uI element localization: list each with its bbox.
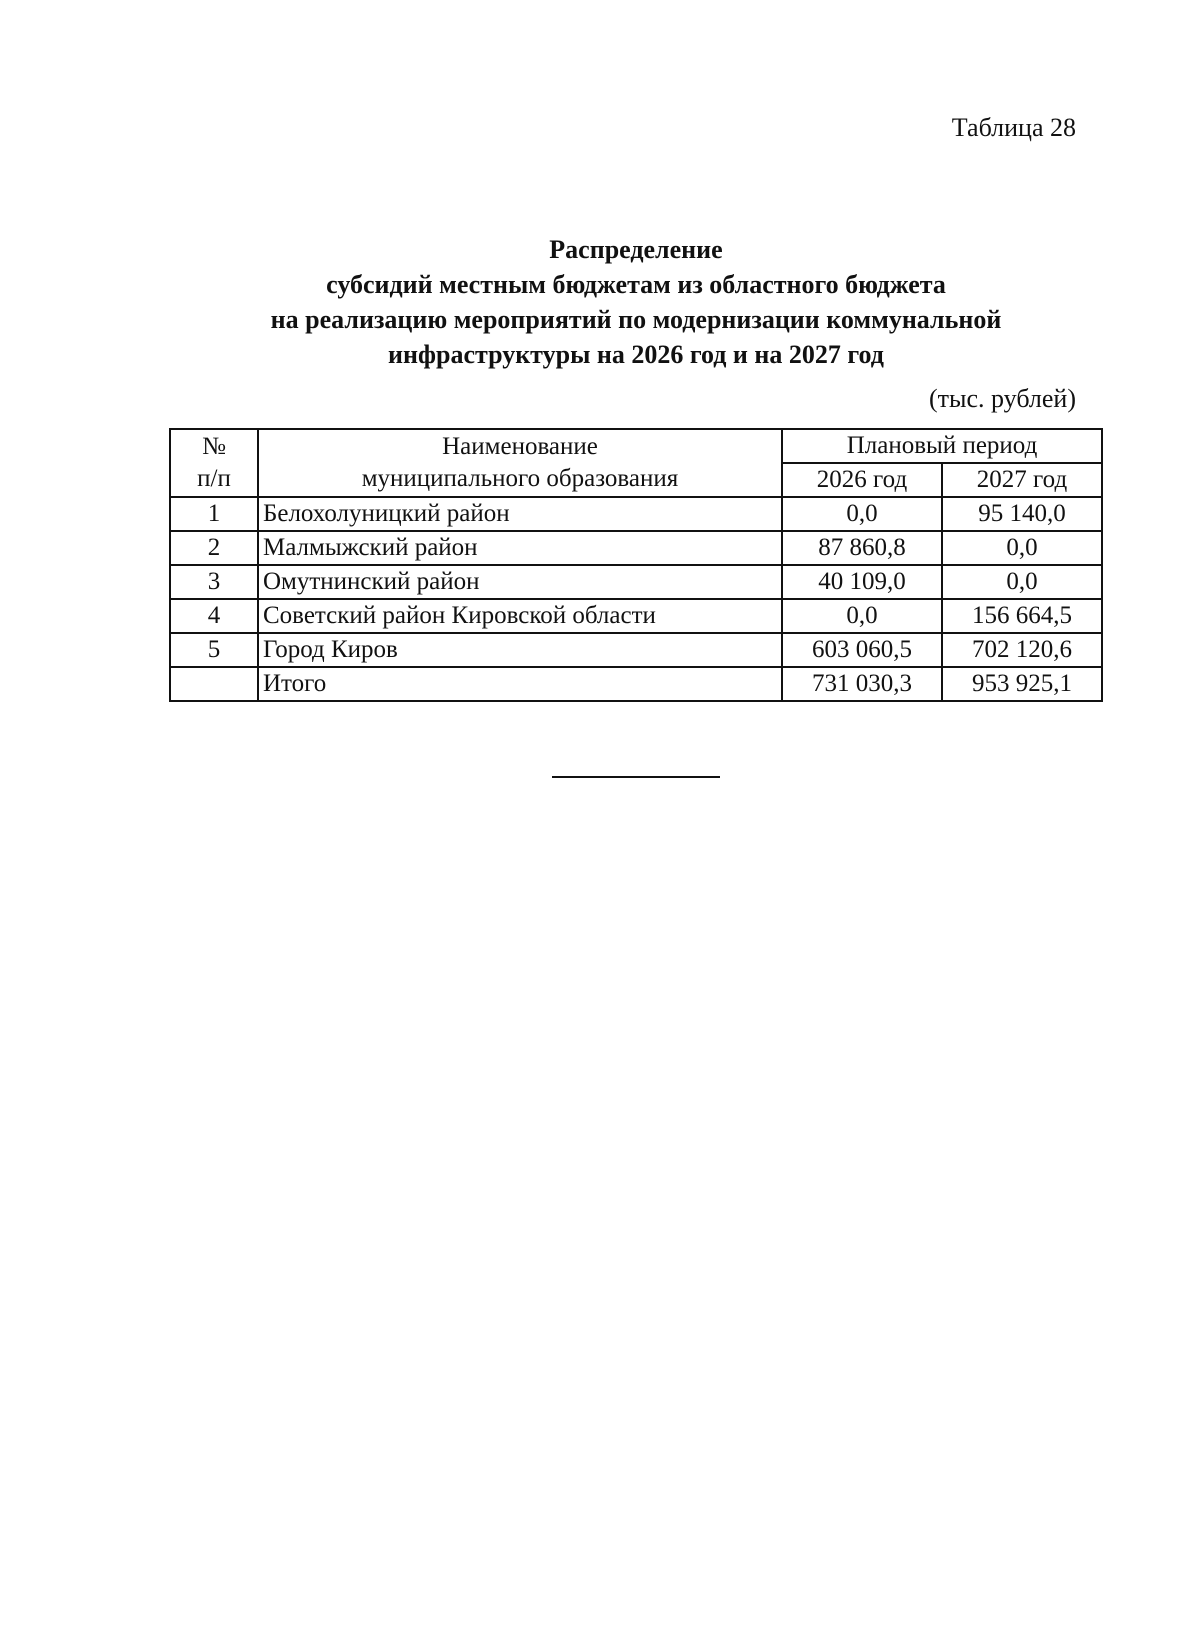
row-value-2027: 0,0 bbox=[942, 565, 1102, 599]
table-number-label: Таблица 28 bbox=[951, 113, 1076, 142]
row-municipality: Омутнинский район bbox=[258, 565, 782, 599]
table-row bbox=[170, 565, 1102, 599]
row-number: 2 bbox=[170, 531, 258, 565]
row-number: 4 bbox=[170, 599, 258, 633]
row-value-2027: 95 140,0 bbox=[942, 497, 1102, 531]
row-value-2027: 156 664,5 bbox=[942, 599, 1102, 633]
row-value-2026: 40 109,0 bbox=[782, 565, 942, 599]
row-municipality: Малмыжский район bbox=[258, 531, 782, 565]
row-number: 1 bbox=[170, 497, 258, 531]
document-title bbox=[0, 232, 1200, 372]
row-value-2026: 0,0 bbox=[782, 497, 942, 531]
end-of-document-rule bbox=[552, 776, 720, 778]
total-value-2026: 731 030,3 bbox=[782, 667, 942, 701]
total-label: Итого bbox=[258, 667, 782, 701]
title-line-4: инфраструктуры на 2026 год и на 2027 год bbox=[388, 340, 884, 369]
total-number bbox=[170, 667, 258, 701]
row-value-2027: 0,0 bbox=[942, 531, 1102, 565]
row-number: 3 bbox=[170, 565, 258, 599]
row-value-2026: 603 060,5 bbox=[782, 633, 942, 667]
table-row bbox=[170, 599, 1102, 633]
total-value-2027: 953 925,1 bbox=[942, 667, 1102, 701]
header-number-line-1: № bbox=[202, 433, 226, 460]
header-name bbox=[258, 429, 782, 497]
table-total-row bbox=[170, 667, 1102, 701]
row-municipality: Белохолуницкий район bbox=[258, 497, 782, 531]
units-label: (тыс. рублей) bbox=[928, 384, 1076, 413]
title-line-1: Распределение bbox=[549, 235, 723, 264]
subsidy-table bbox=[169, 428, 1103, 702]
header-number-line-2: п/п bbox=[197, 465, 231, 492]
header-name-line-1: Наименование bbox=[442, 433, 598, 460]
row-municipality: Город Киров bbox=[258, 633, 782, 667]
header-planning-period: Плановый период bbox=[782, 429, 1102, 463]
row-value-2026: 0,0 bbox=[782, 599, 942, 633]
title-line-3: на реализацию мероприятий по модернизации коммунальной bbox=[270, 305, 1002, 334]
table-header-row bbox=[170, 429, 1102, 463]
row-value-2026: 87 860,8 bbox=[782, 531, 942, 565]
header-year-2026: 2026 год bbox=[782, 463, 942, 497]
table-row bbox=[170, 531, 1102, 565]
row-number: 5 bbox=[170, 633, 258, 667]
header-number bbox=[170, 429, 258, 497]
header-year-2027: 2027 год bbox=[942, 463, 1102, 497]
row-value-2027: 702 120,6 bbox=[942, 633, 1102, 667]
table-row bbox=[170, 497, 1102, 531]
table-row bbox=[170, 633, 1102, 667]
title-line-2: субсидий местным бюджетам из областного бюджета bbox=[326, 270, 946, 299]
header-name-line-2: муниципального образования bbox=[361, 465, 679, 492]
row-municipality: Советский район Кировской области bbox=[258, 599, 782, 633]
